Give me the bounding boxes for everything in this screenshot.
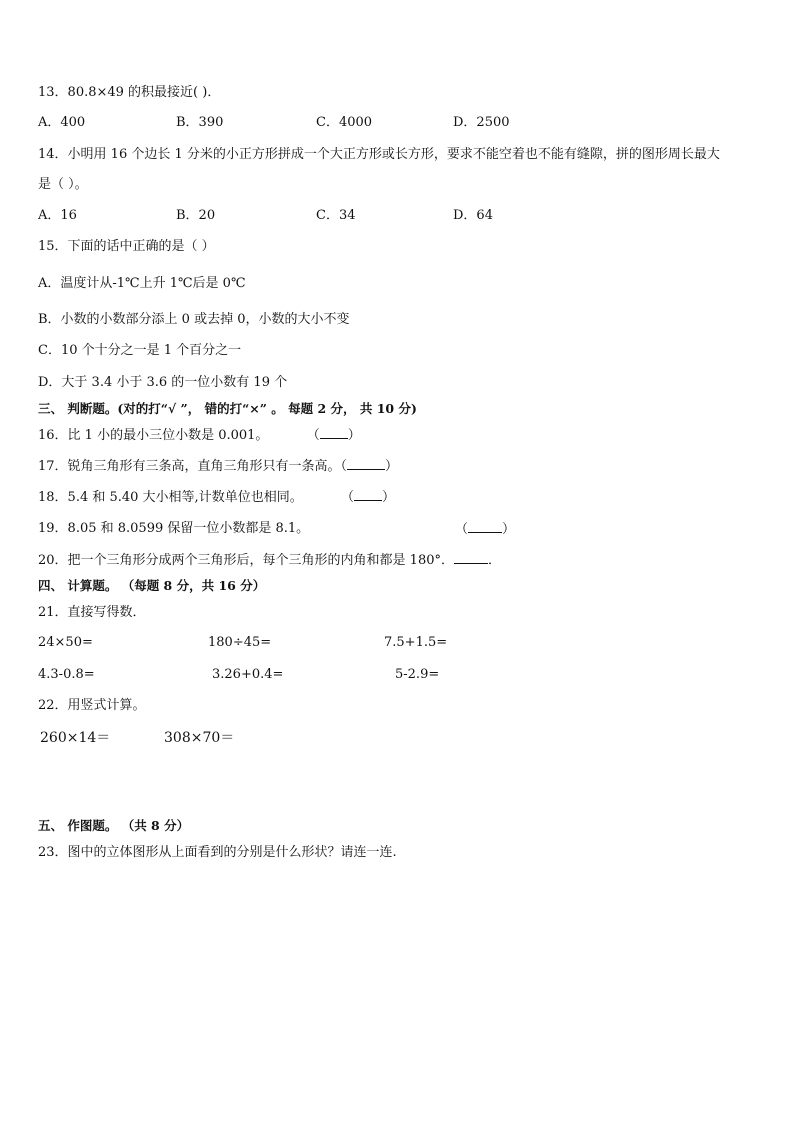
q20-answer-blank[interactable] bbox=[454, 551, 488, 564]
q13-stem: 13．80.8×49 的积最接近( )． bbox=[38, 85, 221, 100]
q18-paren-open: （ bbox=[340, 490, 354, 505]
q18-row bbox=[38, 488, 395, 507]
q14-stem-line2: 是（ ）。 bbox=[38, 177, 88, 192]
q20-row bbox=[38, 551, 501, 570]
q21-calc-4: 4.3-0.8= bbox=[38, 667, 95, 682]
q17-stem: 17．锐角三角形有三条高，直角三角形只有一条高。（ bbox=[38, 459, 348, 474]
q19-paren-open: （ bbox=[455, 522, 469, 537]
q21-calc-6: 5-2.9= bbox=[395, 667, 440, 682]
q21-calc-1: 24×50= bbox=[38, 635, 93, 650]
q16-paren-close: ） bbox=[347, 428, 361, 443]
q13-option-d: D．2500 bbox=[453, 115, 510, 130]
q20-tail: ． bbox=[488, 553, 502, 568]
q14-option-b: B．20 bbox=[176, 208, 216, 223]
q19-answer bbox=[455, 520, 515, 539]
q15-stem: 15．下面的话中正确的是（ ） bbox=[38, 239, 215, 254]
q19-answer-blank[interactable] bbox=[468, 520, 502, 533]
q21-stem: 21．直接写得数． bbox=[38, 605, 146, 620]
q22-calc-2: 308×70＝ bbox=[164, 730, 235, 746]
q23-stem: 23．图中的立体图形从上面看到的分别是什么形状？请连一连. bbox=[38, 845, 397, 860]
q13-option-a: A．400 bbox=[38, 115, 86, 130]
q14-option-d: D．64 bbox=[453, 208, 493, 223]
q17-paren-close: ） bbox=[385, 459, 399, 474]
q22-stem: 22．用竖式计算。 bbox=[38, 698, 146, 713]
q19-stem: 19．8.05 和 8.0599 保留一位小数都是 8.1。 bbox=[38, 521, 310, 536]
section5-title: 五、 作图题。 （共 8 分） bbox=[38, 818, 190, 833]
q17-row bbox=[38, 457, 398, 476]
q21-calc-2: 180÷45= bbox=[208, 635, 272, 650]
q16-stem: 16．比 1 小的最小三位小数是 0.001。 bbox=[38, 428, 269, 443]
section3-title: 三、 判断题。(对的打“√ ”， 错的打“×” 。 每题 2 分， 共 10 分) bbox=[38, 401, 417, 416]
q13-option-b: B．390 bbox=[176, 115, 224, 130]
q21-calc-5: 3.26+0.4= bbox=[212, 667, 284, 682]
q21-calc-3: 7.5+1.5= bbox=[384, 635, 448, 650]
q15-option-d: D．大于 3.4 小于 3.6 的一位小数有 19 个 bbox=[38, 375, 288, 390]
q13-option-c: C．4000 bbox=[316, 115, 373, 130]
q14-stem-line1: 14．小明用 16 个边长 1 分米的小正方形拼成一个大正方形或长方形，要求不能空着也不能有缝隙，拼的图形周长最大 bbox=[38, 147, 720, 162]
q15-option-c: C．10 个十分之一是 1 个百分之一 bbox=[38, 343, 242, 358]
q16-row bbox=[38, 426, 361, 445]
q18-answer-blank[interactable] bbox=[354, 488, 382, 501]
q18-stem: 18．5.4 和 5.40 大小相等,计数单位也相同。 bbox=[38, 490, 303, 505]
q18-paren-close: ） bbox=[382, 490, 396, 505]
section4-title: 四、 计算题。 （每题 8 分，共 16 分） bbox=[38, 578, 266, 593]
q14-option-a: A．16 bbox=[38, 208, 77, 223]
q15-option-a: A．温度计从-1℃上升 1℃后是 0℃ bbox=[38, 276, 246, 291]
q16-answer-blank[interactable] bbox=[320, 426, 348, 439]
q22-calc-1: 260×14＝ bbox=[40, 730, 111, 746]
q16-paren-open: （ bbox=[306, 428, 320, 443]
q20-stem: 20．把一个三角形分成两个三角形后，每个三角形的内角和都是 180°． bbox=[38, 553, 454, 568]
q15-option-b: B．小数的小数部分添上 0 或去掉 0，小数的大小不变 bbox=[38, 312, 350, 327]
q19-paren-close: ） bbox=[502, 522, 516, 537]
q17-answer-blank[interactable] bbox=[347, 457, 385, 470]
q14-option-c: C．34 bbox=[316, 208, 356, 223]
